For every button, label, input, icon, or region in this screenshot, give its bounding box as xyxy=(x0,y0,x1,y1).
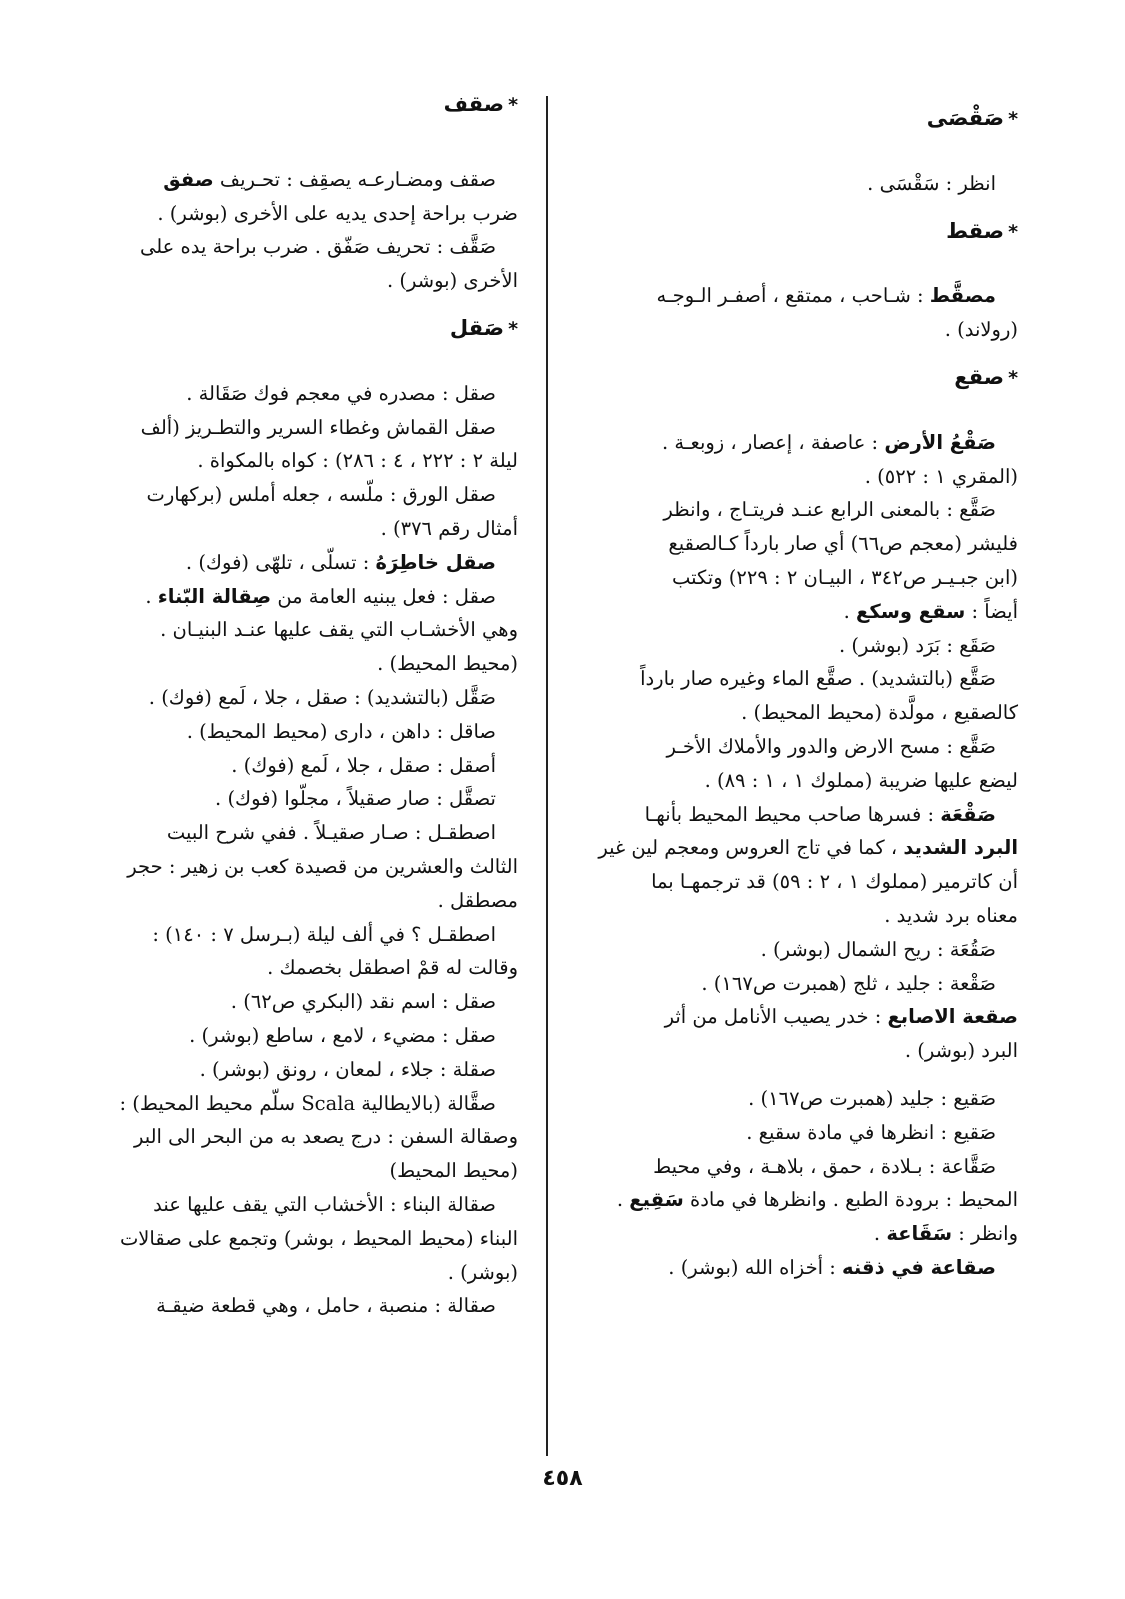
entry-line: اصطقـل ؟ في ألف ليلة (بـرسل ٧ : ١٤٠) : xyxy=(152,922,496,946)
entry-line: صقل الورق : ملّسه ، جعله أملس (بركهارت xyxy=(146,483,496,507)
entry-line: صقف ومضـارعـه يصقِف : تحـريف صفق xyxy=(163,167,496,191)
entry-line: كالصقيع ، مولَّدة (محيط المحيط) . xyxy=(741,701,1018,725)
entry-line: صقل خاطِرَهُ : تسلّى ، تلهّى (فوك) . xyxy=(185,550,496,574)
asterisk-icon: * xyxy=(1008,108,1018,130)
entry-line: البرد الشديد ، كما في تاج العروس ومعجم لين غير xyxy=(598,836,1018,860)
entry-line: صقل : فعل يبنيه العامة من صِقالة البّناء . xyxy=(145,584,496,608)
entry-line: صقعة الاصابع : خدر يصيب الأنامل من أثر xyxy=(664,1005,1018,1029)
entry-line: صَقَّع : مسح الارض والدور والأملاك الأخـر xyxy=(666,734,996,758)
entry-line: المحيط : برودة الطبع . وانظرها في مادة سَقِيع . xyxy=(616,1188,1018,1212)
entry-line: ليضع عليها ضريبة (مملوك ١ ، ١ : ٨٩) . xyxy=(704,768,1018,792)
entry-line: (المقري ١ : ٥٢٢) . xyxy=(864,464,1018,488)
entry-line: فليشر (معجم ص٦٦) أي صار بارداً كـالصقيع xyxy=(668,532,1018,556)
entry-line: معناه برد شديد . xyxy=(884,903,1018,927)
entry-heading-saqsa: *صَقْصَى xyxy=(926,106,1018,130)
entry-line: (محيط المحيط) xyxy=(389,1159,518,1183)
entry-line: (محيط المحيط) . xyxy=(377,652,518,676)
entry-line: صَقُعَة : ريح الشمال (بوشر) . xyxy=(760,937,996,961)
asterisk-icon: * xyxy=(508,317,518,340)
entry-line: صَقيع : انظرها في مادة سقيع . xyxy=(746,1120,996,1144)
entry-line: أمثال رقم ٣٧٦) . xyxy=(380,516,518,540)
entry-line: وصقالة السفن : درج يصعد به من البحر الى البر xyxy=(133,1125,518,1149)
entry-line: صقلة : جلاء ، لمعان ، رونق (بوشر) . xyxy=(199,1057,496,1081)
entry-line: وهي الأخشـاب التي يقف عليها عنـد البنيـان . xyxy=(160,618,518,642)
left-column xyxy=(78,88,518,1323)
entry-line: صَقَّع (بالتشديد) . صقَّع الماء وغيره صار بارداً xyxy=(640,667,996,691)
asterisk-icon: * xyxy=(1008,220,1018,243)
entry-line: صقالة : منصبة ، حامل ، وهي قطعة ضيقـة xyxy=(156,1294,496,1318)
entry-line: البناء (محيط المحيط ، بوشر) وتجمع على صقالات xyxy=(119,1226,518,1250)
entry-line: صقاعة في ذقنه : أخزاه الله (بوشر) . xyxy=(668,1255,996,1279)
entry-line: البرد (بوشر) . xyxy=(904,1039,1018,1063)
entry-line: صقل القماش وغطاء السرير والتطـريز (ألف xyxy=(140,415,496,439)
entry-line: صَقْعة : جليد ، ثلج (همبرت ص١٦٧) . xyxy=(701,971,996,995)
asterisk-icon: * xyxy=(1008,366,1018,389)
page-number: ٤٥٨ xyxy=(542,1466,583,1491)
entry-line: صَقَع : بَرَد (بوشر) . xyxy=(838,633,996,657)
entry-line: صقل : مضيء ، لامع ، ساطع (بوشر) . xyxy=(189,1023,496,1047)
entry-line: صقل : اسم نقد (البكري ص٦٢) . xyxy=(230,990,496,1014)
entry-line: (ابن جبـيـر ص٣٤٢ ، البيـان ٢ : ٢٢٩) وتكتب xyxy=(671,565,1018,589)
entry-line: صقالة البناء : الأخشاب التي يقف عليها عند xyxy=(153,1192,496,1216)
entry-line: صَقَّاعة : بـلادة ، حمق ، بلاهـة ، وفي محيط xyxy=(653,1154,996,1178)
entry-line: صقل : مصدره في معجم فوك صَقَالة . xyxy=(186,381,496,405)
column-divider xyxy=(546,96,548,1456)
entry-line: ليلة ٢ : ٢٢٢ ، ٤ : ٢٨٦) : كواه بالمكواة . xyxy=(197,449,518,473)
entry-line: مصطقل . xyxy=(437,888,518,912)
entry-line: تصقَّل : صار صقيلاً ، مجلّوا (فوك) . xyxy=(215,787,496,811)
entry-line: صاقل : داهن ، دارى (محيط المحيط) . xyxy=(186,719,496,743)
entry-heading-saqal: *صَقل xyxy=(449,315,518,340)
entry-heading-saqat: *صقط xyxy=(946,218,1018,243)
entry-line: (بوشر) . xyxy=(447,1260,518,1284)
right-column xyxy=(578,88,1018,1285)
entry-line: الأخرى (بوشر) . xyxy=(386,269,518,293)
entry-line: صَقْعَة : فسرها صاحب محيط المحيط بأنهـا xyxy=(644,802,996,826)
entry-line: صَقَّل (بالتشديد) : صقل ، جلا ، لَمع (فوك) . xyxy=(148,685,496,709)
entry-line: وقالت له قمْ اصطقل بخصمك . xyxy=(267,956,518,980)
entry-line: انظر : سَقْسَى . xyxy=(867,171,996,195)
entry-line: أصقل : صقل ، جلا ، لَمع (فوك) . xyxy=(231,753,496,777)
entry-line: أن كاترمير (مملوك ١ ، ٢ : ٥٩) قد ترجمهـا بما xyxy=(651,870,1018,894)
entry-line: اصطقـل : صـار صقيـلاً . ففي شرح البيت xyxy=(166,821,496,845)
entry-line: وانظر : سَقَاعة . xyxy=(873,1222,1018,1246)
entry-line: صَقَّف : تحريف صَفّق . ضرب براحة يده على xyxy=(139,235,496,259)
entry-line: صقَّالة (بالايطالية Scala سلّم محيط المحيط) : xyxy=(119,1091,496,1115)
entry-heading-saqaf: *صقف xyxy=(443,92,518,116)
entry-heading-saqaa: *صقع xyxy=(954,364,1018,389)
entry-line: صَقيع : جليد (همبرت ص١٦٧) . xyxy=(748,1086,996,1110)
entry-line: صَقْعُ الأرض : عاصفة ، إعصار ، زوبعـة . xyxy=(661,430,996,454)
entry-line: (رولاند) . xyxy=(944,318,1018,342)
entry-line: ضرب براحة إحدى يديه على الأخرى (بوشر) . xyxy=(157,201,518,225)
entry-line: أيضاً : سقع وسكع . xyxy=(843,599,1018,623)
asterisk-icon: * xyxy=(508,94,518,116)
entry-line: صَقَّع : بالمعنى الرابع عنـد فريتـاج ، وانظر xyxy=(663,498,996,522)
entry-line: مصقَّط : شـاحب ، ممتقع ، أصفـر الـوجـه xyxy=(656,284,996,308)
entry-line: الثالث والعشرين من قصيدة كعب بن زهير : حجر xyxy=(127,854,518,878)
